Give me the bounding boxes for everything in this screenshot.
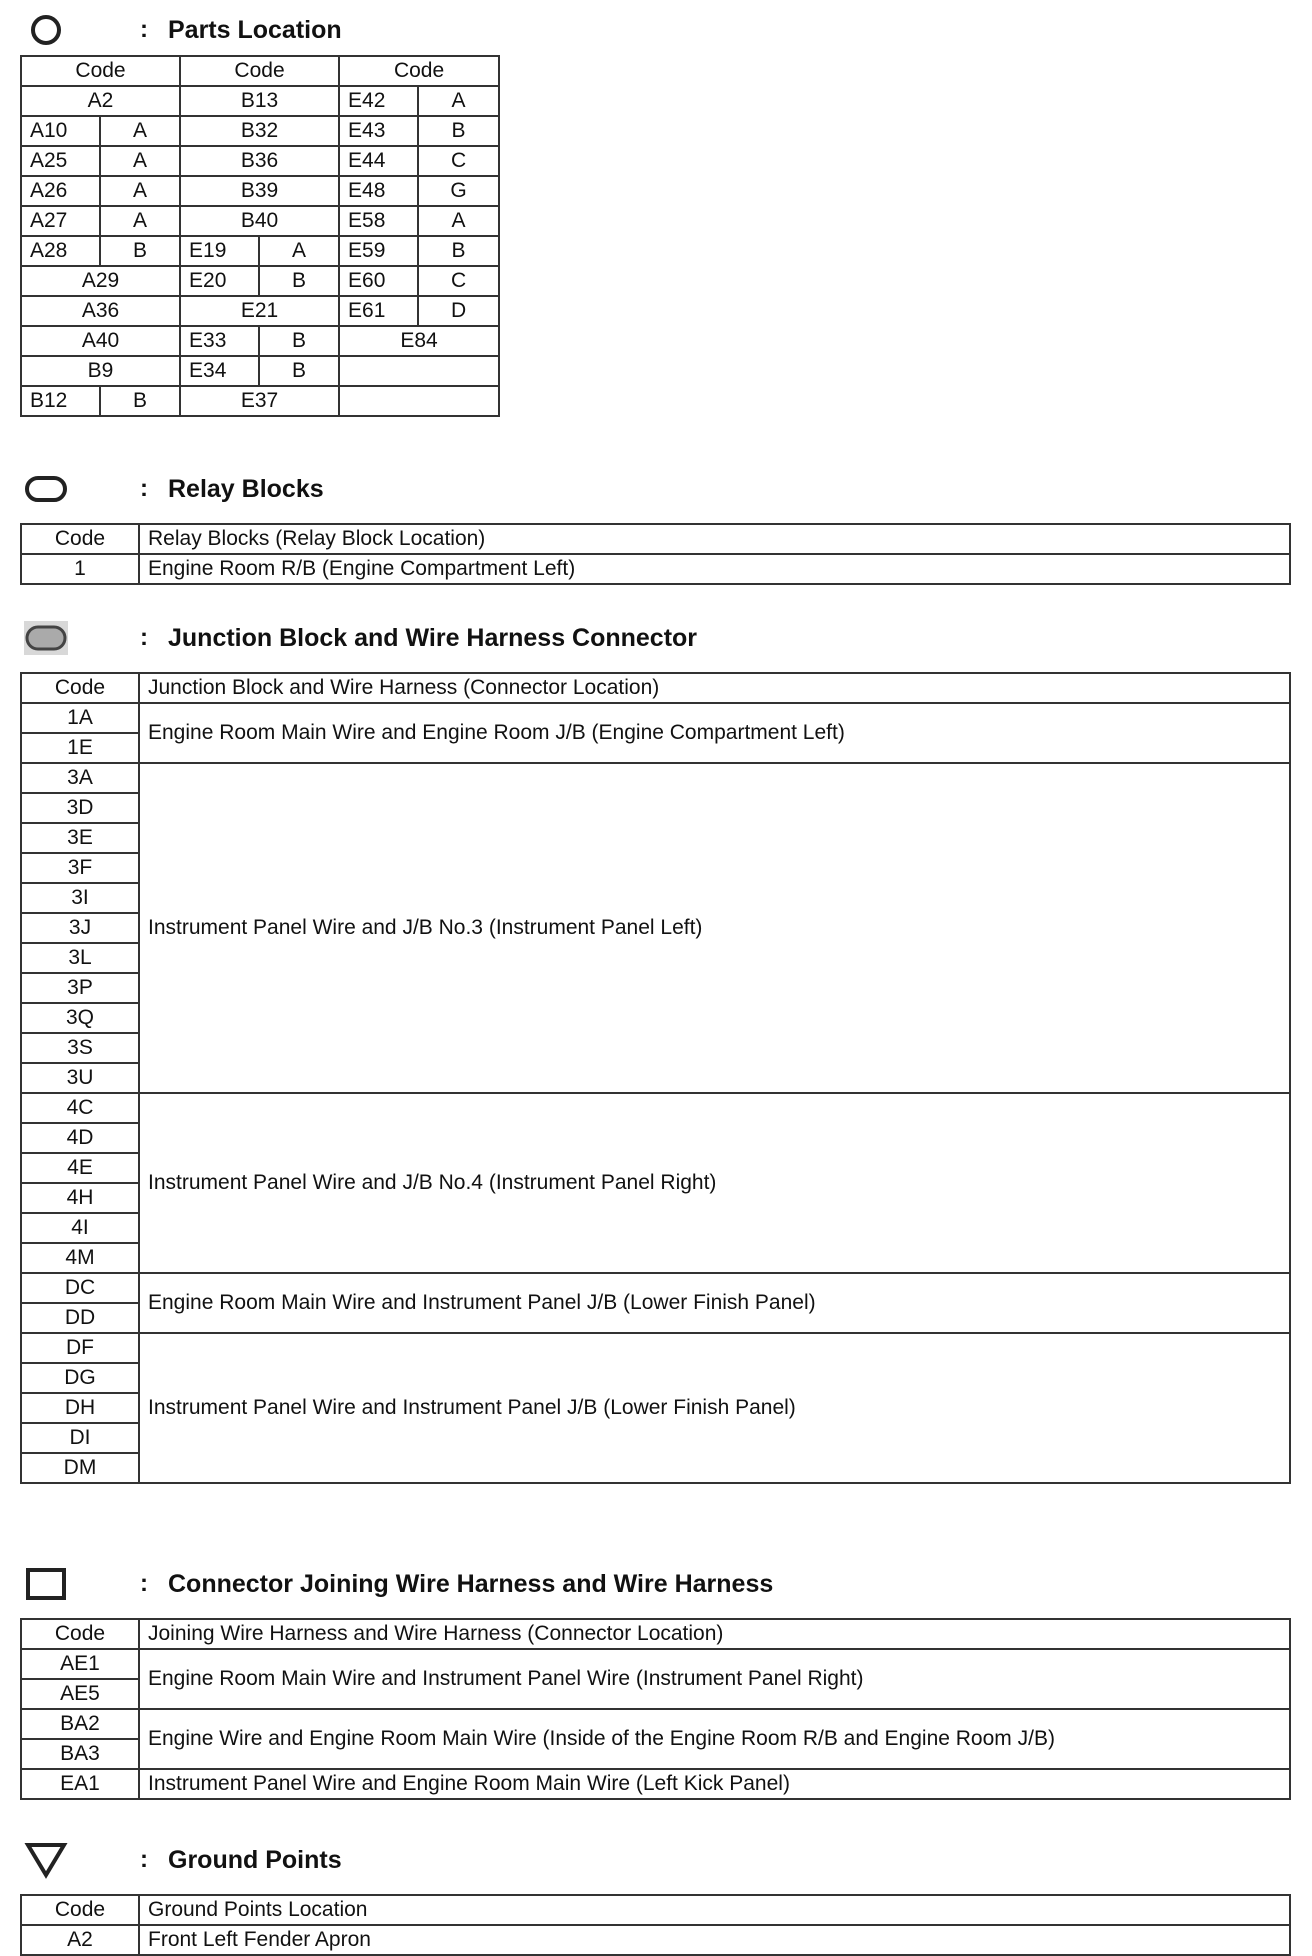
table-row <box>21 176 499 206</box>
parts-location-table <box>20 55 500 417</box>
part-code: E37 <box>180 386 339 416</box>
table-row <box>21 1649 1290 1679</box>
part-location-letter: D <box>418 296 499 326</box>
part-code: E84 <box>339 326 499 356</box>
column-header-code: Code <box>21 524 139 554</box>
relay-blocks-table <box>20 523 1291 585</box>
part-location-letter: A <box>100 206 180 236</box>
code-cell: 4D <box>21 1123 139 1153</box>
part-code: B13 <box>180 86 339 116</box>
code-cell: 3P <box>21 973 139 1003</box>
column-header: Code <box>339 56 499 86</box>
part-code: E48 <box>339 176 418 206</box>
triangle-symbol-icon <box>20 1840 72 1880</box>
part-location-letter: B <box>418 116 499 146</box>
code-cell: 1E <box>21 733 139 763</box>
table-row <box>21 1925 1290 1955</box>
table-row <box>21 1273 1290 1303</box>
part-location-letter: C <box>418 146 499 176</box>
table-row <box>21 1333 1290 1363</box>
code-cell: 3D <box>21 793 139 823</box>
part-location-letter: B <box>418 236 499 266</box>
column-header-description: Relay Blocks (Relay Block Location) <box>139 524 1290 554</box>
location-description: Engine Room Main Wire and Engine Room J/B (Engine Compartment Left) <box>139 703 1290 763</box>
code-cell: 3L <box>21 943 139 973</box>
code-cell: DI <box>21 1423 139 1453</box>
table-row <box>21 356 499 386</box>
code-cell: 3S <box>21 1033 139 1063</box>
connector-joining-title: Connector Joining Wire Harness and Wire Harness <box>168 1569 774 1598</box>
table-row <box>21 1769 1290 1799</box>
column-header-code: Code <box>21 1619 139 1649</box>
part-code: A27 <box>21 206 100 236</box>
part-location-letter: A <box>100 116 180 146</box>
empty-cell <box>339 356 499 386</box>
relay-blocks-title: Relay Blocks <box>168 474 324 503</box>
shaded-oval-symbol-icon <box>20 618 72 658</box>
table-row <box>21 763 1290 793</box>
table-row <box>21 554 1290 584</box>
part-location-letter: A <box>259 236 339 266</box>
part-location-letter: A <box>418 206 499 236</box>
ground-points-title: Ground Points <box>168 1845 342 1874</box>
part-location-letter: C <box>418 266 499 296</box>
table-row <box>21 236 499 266</box>
part-location-letter: A <box>100 146 180 176</box>
column-header: Code <box>21 56 180 86</box>
table-row <box>21 703 1290 733</box>
code-cell: 1 <box>21 554 139 584</box>
table-row <box>21 146 499 176</box>
parts-location-title: Parts Location <box>168 15 342 44</box>
table-row <box>21 266 499 296</box>
junction-block-table <box>20 672 1291 1484</box>
connector-joining-heading: : Connector Joining Wire Harness and Wire Harness <box>20 1564 773 1604</box>
part-code: B32 <box>180 116 339 146</box>
square-symbol-icon <box>20 1564 72 1604</box>
table-row <box>21 296 499 326</box>
location-description: Instrument Panel Wire and Instrument Panel J/B (Lower Finish Panel) <box>139 1333 1290 1483</box>
column-header-description: Joining Wire Harness and Wire Harness (Connector Location) <box>139 1619 1290 1649</box>
connector-joining-table <box>20 1618 1291 1800</box>
part-code: E33 <box>180 326 259 356</box>
code-cell: 3A <box>21 763 139 793</box>
part-location-letter: A <box>100 176 180 206</box>
junction-block-heading: : Junction Block and Wire Harness Connector <box>20 618 697 658</box>
part-location-letter: B <box>100 386 180 416</box>
part-code: B36 <box>180 146 339 176</box>
part-code: A26 <box>21 176 100 206</box>
part-code: B9 <box>21 356 180 386</box>
code-cell: DG <box>21 1363 139 1393</box>
part-code: E58 <box>339 206 418 236</box>
part-code: E34 <box>180 356 259 386</box>
code-cell: AE5 <box>21 1679 139 1709</box>
code-cell: 4E <box>21 1153 139 1183</box>
code-cell: AE1 <box>21 1649 139 1679</box>
column-header-description: Junction Block and Wire Harness (Connector Location) <box>139 673 1290 703</box>
code-cell: 3J <box>21 913 139 943</box>
location-description: Instrument Panel Wire and J/B No.4 (Instrument Panel Right) <box>139 1093 1290 1273</box>
location-description: Engine Room Main Wire and Instrument Panel J/B (Lower Finish Panel) <box>139 1273 1290 1333</box>
part-code: A29 <box>21 266 180 296</box>
column-header-description: Ground Points Location <box>139 1895 1290 1925</box>
part-code: E44 <box>339 146 418 176</box>
part-code: A2 <box>21 86 180 116</box>
location-description: Engine Wire and Engine Room Main Wire (Inside of the Engine Room R/B and Engine Room J/B) <box>139 1709 1290 1769</box>
column-header-code: Code <box>21 673 139 703</box>
table-row <box>21 116 499 146</box>
code-cell: 4I <box>21 1213 139 1243</box>
part-code: E19 <box>180 236 259 266</box>
part-code: A25 <box>21 146 100 176</box>
code-cell: DC <box>21 1273 139 1303</box>
table-row <box>21 86 499 116</box>
part-code: E20 <box>180 266 259 296</box>
code-cell: DH <box>21 1393 139 1423</box>
part-location-letter: A <box>418 86 499 116</box>
junction-block-title: Junction Block and Wire Harness Connector <box>168 623 698 652</box>
relay-blocks-heading: : Relay Blocks <box>20 469 324 509</box>
parts-location-heading: : Parts Location <box>20 10 342 50</box>
code-cell: DD <box>21 1303 139 1333</box>
code-cell: 4C <box>21 1093 139 1123</box>
circle-symbol-icon <box>20 10 72 50</box>
part-code: E43 <box>339 116 418 146</box>
part-code: A40 <box>21 326 180 356</box>
ground-points-table <box>20 1894 1291 1956</box>
table-row <box>21 206 499 236</box>
column-header-code: Code <box>21 1895 139 1925</box>
code-cell: 3E <box>21 823 139 853</box>
location-description: Instrument Panel Wire and Engine Room Main Wire (Left Kick Panel) <box>139 1769 1290 1799</box>
part-code: E60 <box>339 266 418 296</box>
location-description: Engine Room R/B (Engine Compartment Left) <box>139 554 1290 584</box>
part-code: B12 <box>21 386 100 416</box>
part-code: E59 <box>339 236 418 266</box>
part-code: B40 <box>180 206 339 236</box>
code-cell: 3I <box>21 883 139 913</box>
empty-cell <box>339 386 499 416</box>
part-location-letter: B <box>259 326 339 356</box>
code-cell: BA3 <box>21 1739 139 1769</box>
part-code: E42 <box>339 86 418 116</box>
code-cell: 3U <box>21 1063 139 1093</box>
code-cell: DM <box>21 1453 139 1483</box>
part-code: E21 <box>180 296 339 326</box>
column-header: Code <box>180 56 339 86</box>
code-cell: EA1 <box>21 1769 139 1799</box>
part-location-letter: B <box>259 266 339 296</box>
table-row <box>21 1709 1290 1739</box>
table-row <box>21 326 499 356</box>
part-code: B39 <box>180 176 339 206</box>
rounded-rect-symbol-icon <box>20 469 72 509</box>
code-cell: 3Q <box>21 1003 139 1033</box>
code-cell: A2 <box>21 1925 139 1955</box>
code-cell: DF <box>21 1333 139 1363</box>
part-code: A28 <box>21 236 100 266</box>
part-code: A10 <box>21 116 100 146</box>
code-cell: 3F <box>21 853 139 883</box>
code-cell: 4M <box>21 1243 139 1273</box>
ground-points-heading: : Ground Points <box>20 1840 342 1880</box>
part-code: A36 <box>21 296 180 326</box>
part-location-letter: G <box>418 176 499 206</box>
table-row <box>21 1093 1290 1123</box>
part-code: E61 <box>339 296 418 326</box>
part-location-letter: B <box>259 356 339 386</box>
location-description: Instrument Panel Wire and J/B No.3 (Instrument Panel Left) <box>139 763 1290 1093</box>
table-row <box>21 386 499 416</box>
code-cell: BA2 <box>21 1709 139 1739</box>
location-description: Front Left Fender Apron <box>139 1925 1290 1955</box>
location-description: Engine Room Main Wire and Instrument Panel Wire (Instrument Panel Right) <box>139 1649 1290 1709</box>
code-cell: 4H <box>21 1183 139 1213</box>
code-cell: 1A <box>21 703 139 733</box>
part-location-letter: B <box>100 236 180 266</box>
